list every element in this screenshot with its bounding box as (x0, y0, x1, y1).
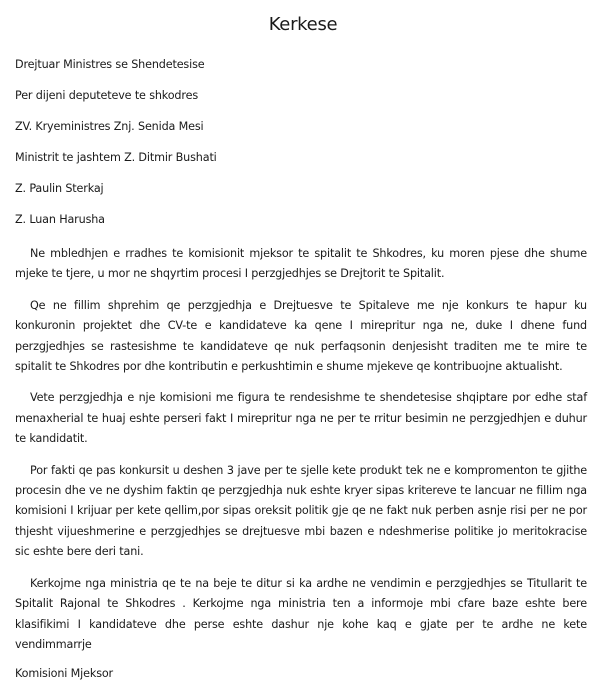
addressee-line: Per dijeni deputeteve te shkodres (15, 89, 199, 102)
addressee-list (15, 57, 587, 243)
addressee-line: Ministrit te jashtem Z. Ditmir Bushati (15, 151, 217, 164)
addressee-line: Z. Luan Harusha (15, 213, 105, 226)
body-paragraph: Ne mbledhjen e rradhes te komisionit mjeksor te spitalit te Shkodres, ku moren pjese dhe shume mjeke te tjere, u mor ne shqyrtim procesi I perzgjedhjes se Drejtorit te Spitalit. (15, 247, 587, 281)
body-paragraph: Qe ne fillim shprehim qe perzgjedhja e Drejtuesve te Spitaleve me nje konkurs te hapur ku konkuronin projektet dhe CV-te e kandidateve ka qene I mirepritur nga ne, duke I dhene fund perzgjedhjes se rastesishme te kandidateve qe nuk perfaqsonin denjesisht traditen me te mire te spitalit te Shkodres por dhe kontributin e perkushtimin e shume mjekeve qe kontribuojne aktualisht. (15, 298, 587, 374)
document-title: Kerkese (268, 14, 338, 35)
document-body (15, 57, 587, 682)
body-paragraph: Por fakti qe pas konkursit u deshen 3 jave per te sjelle kete produkt tek ne e kompromenton te gjithe procesin dhe ve ne dyshim faktin qe perzgjedhja nuk eshte kryer sipas kritereve te lancuar ne fillim nga komisioni I krijuar per kete qellim,por sipas oreksit politik gje qe ne fakt nuk perben asnje risi per ne por thjesht vijueshmerine e perzgjedhjes se drejtuesve mbi bazen e ndeshmerise politike jo meritokracise sic eshte bere deri tani. (15, 463, 587, 559)
addressee-line: Z. Paulin Sterkaj (15, 182, 104, 195)
body-paragraph: Vete perzgjedhja e nje komisioni me figura te rendesishme te shendetesise shqiptare por edhe staf menaxherial te huaj eshte perseri fakt I mirepritur nga ne per te rritur besimin ne perzgjedhjen e duhur te kandidatit. (15, 391, 587, 446)
addressee-line: Drejtuar Ministres se Shendetesise (15, 58, 205, 71)
body-paragraph: Kerkojme nga ministria qe te na beje te ditur si ka ardhe ne vendimin e perzgjedhjes se Titullarit te Spitalit Rajonal te Shkodres . Kerkojme nga ministria ten a informoje mbi cfare baze eshte bere klasifikimi I kandidateve dhe perse eshte dashur nje kohe kaq e gjate per te ardhe ne kete vendimmarrje (15, 576, 587, 651)
signature: Komisioni Mjeksor (15, 667, 114, 681)
addressee-line: ZV. Kryeministres Znj. Senida Mesi (15, 120, 204, 133)
